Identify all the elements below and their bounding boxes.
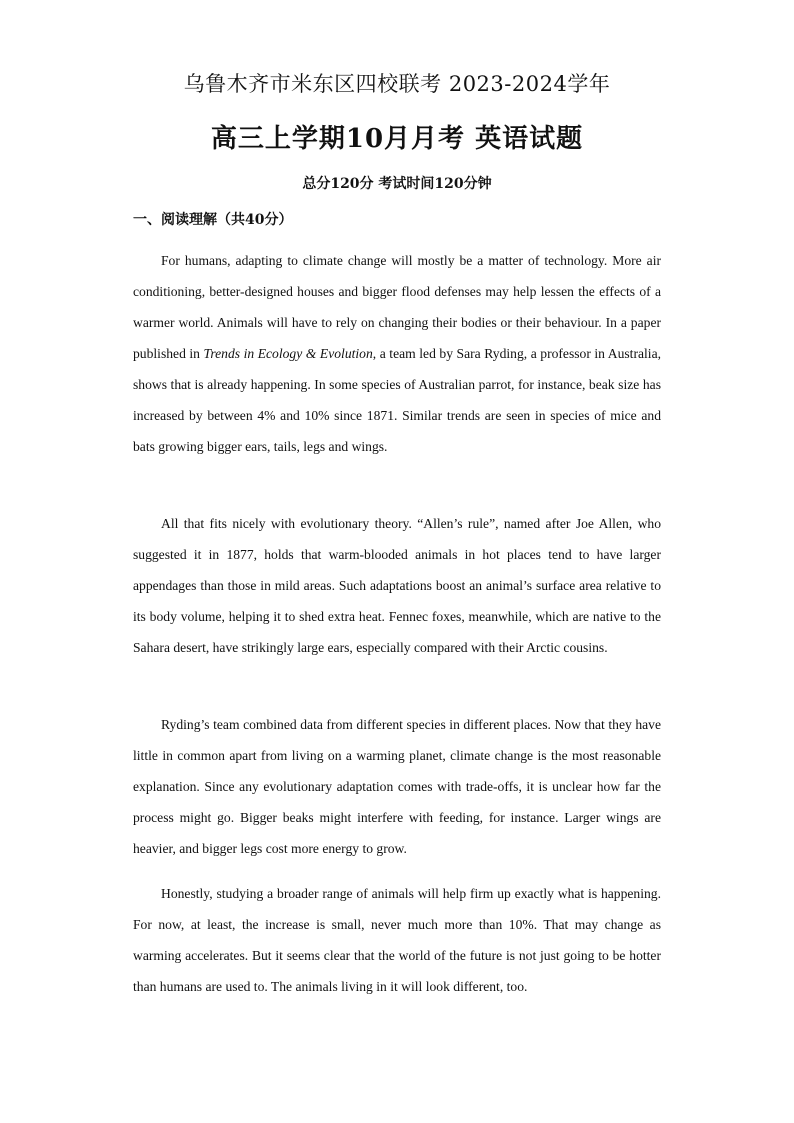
exam-title-line1: 乌鲁木齐市米东区四校联考 2023-2024学年 [183,72,611,96]
passage-paragraph-2: All that fits nicely with evolutionary theory. “Allen’s rule”, named after Joe Allen, who suggested it in 1877, holds that warm-blooded animals in hot places tend to have larger appendages than those in mild areas. Such adaptations boost an animal’s surface area relative to its body volume, helping it to shed extra heat. Fennec foxes, meanwhile, which are native to the Sahara desert, have strikingly large ears, especially compared with their Arctic cousins. [133,516,661,655]
paragraph-1-text-b: , a team led by Sara Ryding, a professor in Australia, shows that is already happening. In some species of Australian parrot, for instance, beak size has increased by between 4% and 10% since 1871. Similar trends are seen in species of mice and bats growing bigger ears, tails, legs and wings. [133,346,661,454]
exam-info: 总分120分 考试时间120分钟 [302,176,492,192]
journal-title: Trends in Ecology & Evolution [203,346,373,361]
passage-paragraph-3: Ryding’s team combined data from different species in different places. Now that they have little in common apart from living on a warming planet, climate change is the most reasonable explanation. Since any evolutionary adaptation comes with trade-offs, it is unclear how far the process might go. Bigger beaks might interfere with feeding, for instance. Larger wings are heavier, and bigger legs cost more energy to grow. [133,717,661,856]
section-heading-reading: 一、阅读理解（共40分） [133,212,293,228]
exam-title-line2: 高三上学期10月月考 英语试题 [210,124,584,154]
paragraph-1-text-a: For humans, adapting to climate change will mostly be a matter of technology. More air conditioning, better-designed houses and bigger flood defenses may help lessen the effects of a warmer world. Animals will have to rely on changing their bodies or their behaviour. In a paper published in [133,253,661,361]
passage-paragraph-4: Honestly, studying a broader range of animals will help firm up exactly what is happening. For now, at least, the increase is small, never much more than 10%. That may change as warming accelerates. But it seems clear that the world of the future is not just going to be hotter than humans are used to. The animals living in it will look different, too. [133,886,661,994]
passage-paragraph-1 [133,245,661,462]
